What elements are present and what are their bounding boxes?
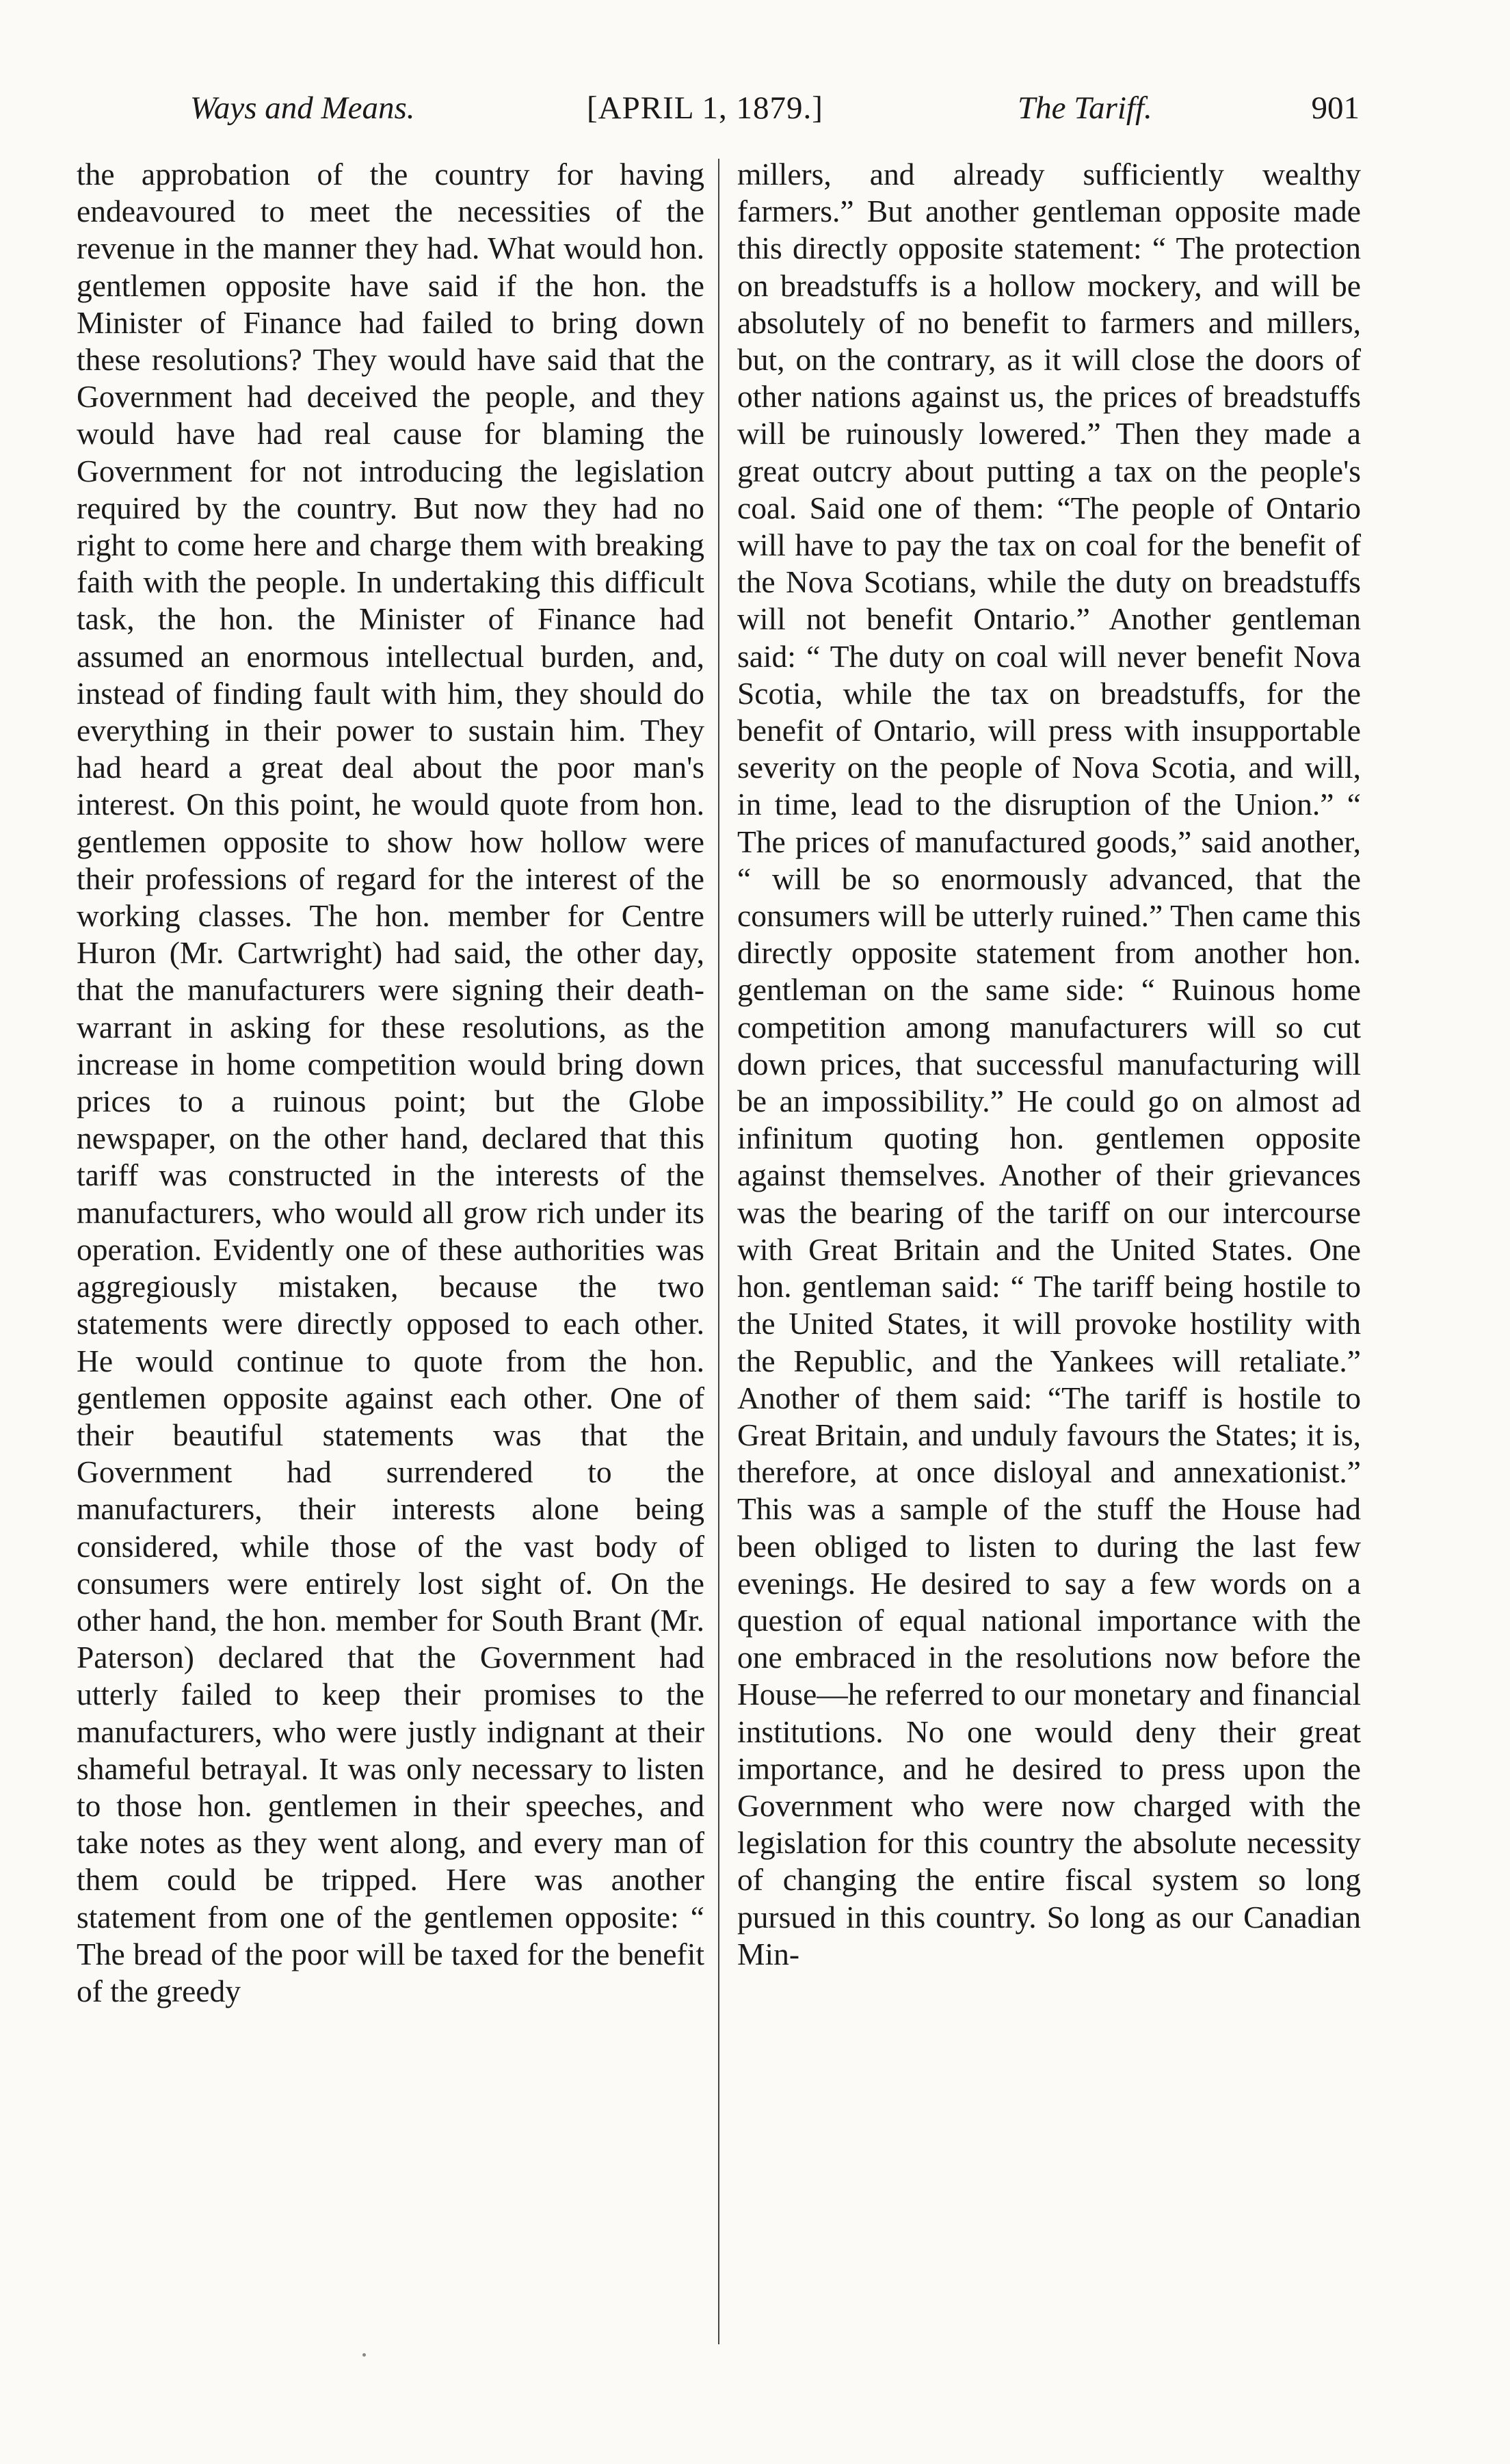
header-section-title: Ways and Means.: [190, 90, 415, 126]
header-date: [APRIL 1, 1879.]: [587, 90, 823, 126]
print-speck: [362, 2353, 366, 2357]
text-column-left: [77, 156, 704, 2010]
body-text-right: millers, and already sufficiently wealthy farmers.” But another gentleman opposite made this directly opposite statement: “ The protection on breadstuffs is a hollow mockery, and will be absolutely of no benefit to farmers and millers, but, on the contrary, as it will close the doors of other nations against us, the prices of breadstuffs will be ruinously lowered.” Then they made a great outcry about putting a tax on the people's coal. Said one of them: “The people of Ontario will have to pay the tax on coal for the benefit of the Nova Scotians, while the duty on breadstuffs will not benefit Ontario.” Another gentleman said: “ The duty on coal will never benefit Nova Scotia, while the tax on breadstuffs, for the benefit of Ontario, will press with insupportable severity on the people of Nova Scotia, and will, in time, lead to the disruption of the Union.” “ The prices of manufactured goods,” said another, “ will be so enormously advanced, that the consumers will be utterly ruined.” Then came this directly opposite statement from another hon. gentleman on the same side: “ Ruinous home competition among manufacturers will so cut down prices, that successful manufacturing will be an impossibility.” He could go on almost ad infinitum quoting hon. gentlemen opposite against themselves. Another of their grievances was the bearing of the tariff on our intercourse with Great Britain and the United States. One hon. gentleman said: “ The tariff being hostile to the United States, it will provoke hostility with the Republic, and the Yankees will retaliate.” Another of them said: “The tariff is hostile to Great Britain, and unduly favours the States; it is, therefore, at once disloyal and annexationist.” This was a sample of the stuff the House had been obliged to listen to during the last few evenings. He desired to say a few words on a question of equal national importance with the one embraced in the resolutions now before the House—he referred to our monetary and financial institutions. No one would deny their great importance, and he desired to press upon the Government who were now charged with the legislation for this country the absolute necessity of changing the entire fiscal system so long pursued in this country. So long as our Canadian Min-: [737, 157, 1361, 1971]
column-divider: [718, 159, 719, 2344]
page-number: 901: [1311, 90, 1360, 126]
text-column-right: [737, 156, 1361, 1973]
running-header: [183, 81, 1360, 135]
body-text-left: the approbation of the country for having endeavoured to meet the necessities of the revenue in the manner they had. What would hon. gentlemen opposite have said if the hon. the Minister of Finance had failed to bring down these resolutions? They would have said that the Government had deceived the people, and they would have had real cause for blaming the Government for not introducing the legislation required by the country. But now they had no right to come here and charge them with breaking faith with the people. In undertaking this difficult task, the hon. the Minister of Finance had assumed an enormous intellectual burden, and, instead of finding fault with him, they should do everything in their power to sustain him. They had heard a great deal about the poor man's interest. On this point, he would quote from hon. gentlemen opposite to show how hollow were their professions of regard for the interest of the working classes. The hon. member for Centre Huron (Mr. Cartwright) had said, the other day, that the manufacturers were signing their death-warrant in asking for these resolutions, as the increase in home competition would bring down prices to a ruinous point; but the Globe newspaper, on the other hand, declared that this tariff was constructed in the interests of the manufacturers, who would all grow rich under its operation. Evidently one of these authorities was aggregiously mistaken, because the two statements were directly opposed to each other. He would continue to quote from the hon. gentlemen opposite against each other. One of their beautiful statements was that the Government had surrendered to the manufacturers, their interests alone being considered, while those of the vast body of consumers were entirely lost sight of. On the other hand, the hon. member for South Brant (Mr. Paterson) declared that the Government had utterly failed to keep their promises to the manufacturers, who were justly indignant at their shameful betrayal. It was only necessary to listen to those hon. gentlemen in their speeches, and take notes as they went along, and every man of them could be tripped. Here was another statement from one of the gentlemen opposite: “ The bread of the poor will be taxed for the benefit of the greedy: [77, 157, 704, 2008]
header-topic: The Tariff.: [1018, 90, 1152, 126]
